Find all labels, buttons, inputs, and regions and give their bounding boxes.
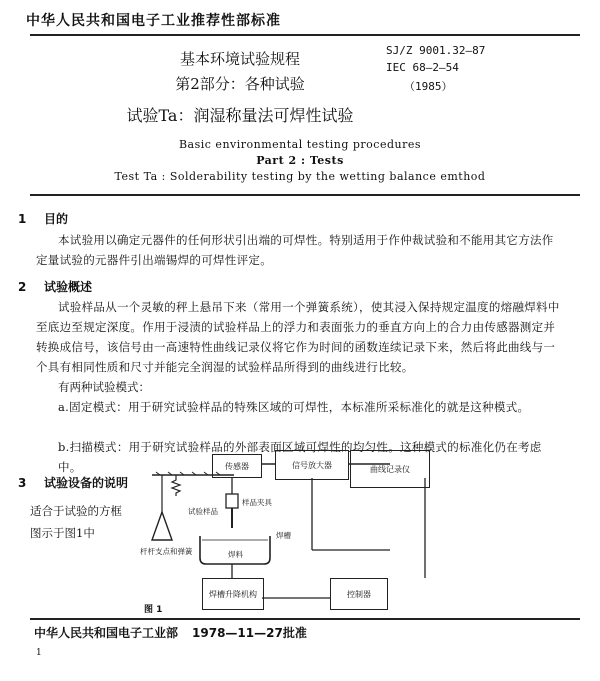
section-1-paragraph bbox=[36, 230, 564, 270]
section-3-text-2: 图示于图1中 bbox=[30, 526, 95, 540]
section-2-paragraph bbox=[36, 297, 564, 377]
section-1-heading bbox=[18, 210, 68, 227]
mode-b: b.扫描模式：用于研究试验样品的外部表面区域可焊性的均匀性。这种模式的标准化仍在考虑中。 bbox=[58, 440, 542, 474]
title-cn-line-2: 第2部分：各种试验 bbox=[175, 75, 305, 93]
specimen-clamp-label: 样品夹具 bbox=[242, 498, 272, 507]
solder-bath-label: 焊槽 bbox=[276, 531, 291, 540]
section-2-number: 2 bbox=[18, 280, 27, 294]
clamp-shape bbox=[226, 494, 238, 508]
section-2-heading bbox=[18, 278, 92, 295]
lift-mechanism-box: 焊槽升降机构 bbox=[202, 578, 264, 610]
section-2-text: 试验样品从一个灵敏的秤上悬吊下来（常用一个弹簧系统），使其浸入保持规定温度的熔融焊料中至底边至规定深度。作用于浸渍的试验样品上的浮力和表面张力的垂直方向上的合力由传感器测定并转换成信号，该信号由一高速特性曲线记录仪将它作为时间的函数连续记录下来，然后将此曲线与一个具有相同性质和尺寸并能完全润湿的试验样品所得到的曲线进行比较。 bbox=[36, 300, 560, 374]
solder-label: 焊料 bbox=[228, 550, 243, 559]
section-1-number: 1 bbox=[18, 212, 27, 226]
iec-code: IEC 68—2—54 bbox=[386, 61, 459, 74]
section-3-text-1: 适合于试验的方框 bbox=[30, 504, 122, 518]
amplifier-box: 信号放大器 bbox=[275, 450, 349, 480]
section-1-title: 目的 bbox=[44, 212, 69, 226]
title-en-line-2: Part 2 : Tests bbox=[256, 154, 344, 167]
title-cn-line-3: 试验Ta：润湿称量法可焊性试验 bbox=[126, 106, 354, 125]
section-1-text: 本试验用以确定元器件的任何形状引出端的可焊性。特别适用于作仲裁试验和不能用其它方法作定量试验的元器件引出端锡焊的可焊性评定。 bbox=[36, 233, 554, 267]
sensor-box: 传感器 bbox=[212, 454, 262, 478]
standard-code: SJ/Z 9001.32—87 bbox=[386, 44, 486, 57]
issuing-org-header: 中华人民共和国电子工业推荐性部标准 bbox=[26, 13, 281, 29]
pivot-label: 杆杆支点和弹簧 bbox=[140, 547, 193, 556]
footer-date: 1978—11—27批准 bbox=[192, 626, 307, 640]
title-en-line-1: Basic environmental testing procedures bbox=[178, 138, 422, 151]
footer-rule bbox=[30, 618, 580, 620]
title-en-line-3: Test Ta : Solderability testing by the wetting balance emthod bbox=[114, 170, 486, 183]
modes-intro: 有两种试验模式： bbox=[58, 380, 150, 394]
spring-coil bbox=[172, 475, 180, 496]
footer-issuer: 中华人民共和国电子工业部 bbox=[34, 626, 179, 640]
title-rule bbox=[30, 194, 580, 196]
section-3-title: 试验设备的说明 bbox=[44, 476, 129, 490]
specimen-label: 试验样品 bbox=[188, 507, 218, 516]
footer bbox=[34, 624, 321, 641]
recorder-box: 曲线记录仪 bbox=[350, 450, 430, 488]
iec-year: （1985） bbox=[404, 80, 453, 93]
figure-caption: 图 1 bbox=[144, 605, 163, 615]
page-number: 1 bbox=[36, 648, 42, 658]
section-3-number: 3 bbox=[18, 476, 27, 490]
figure-1 bbox=[140, 450, 580, 620]
controller-box: 控制器 bbox=[330, 578, 388, 610]
section-2-title: 试验概述 bbox=[44, 280, 93, 294]
pivot-triangle bbox=[152, 512, 172, 540]
header-rule bbox=[30, 34, 580, 36]
title-cn-line-1: 基本环境试验规程 bbox=[179, 50, 300, 68]
mode-a: a.固定模式：用于研究试验样品的特殊区域的可焊性，本标准所采标准化的就是这种模式。 bbox=[58, 400, 530, 414]
section-3-heading bbox=[18, 474, 128, 491]
